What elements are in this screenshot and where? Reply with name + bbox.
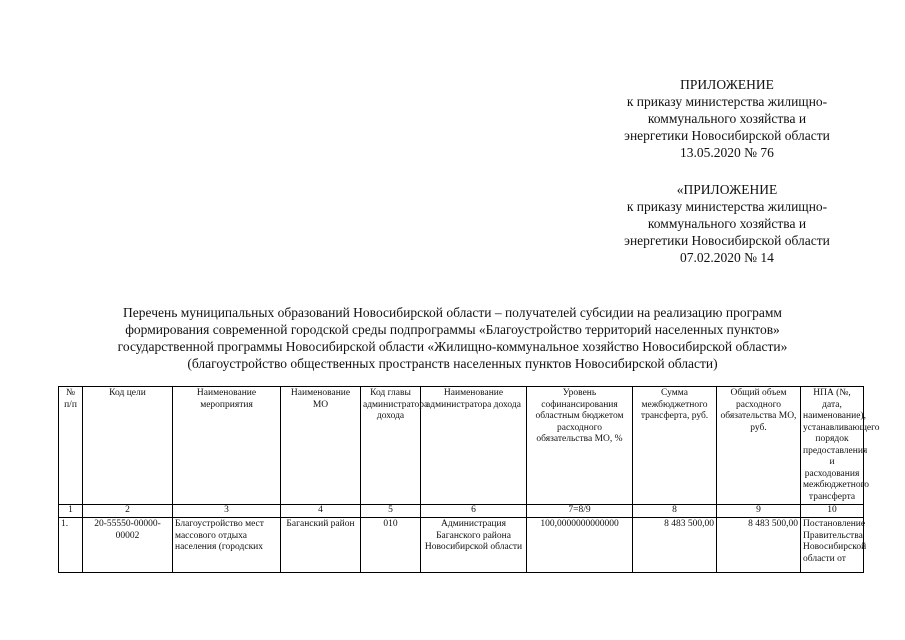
header-cell-cofinancing-level: Уровень софинансирования областным бюджетом расходного обязательства МО, %: [527, 387, 633, 505]
table-column-numbers-row: [59, 505, 864, 518]
column-number-cell: 9: [717, 505, 801, 518]
title-line: (благоустройство общественных пространств населенных пунктов Новосибирской области): [187, 356, 718, 371]
header-cell-target-code: Код цели: [83, 387, 173, 505]
cell-admin-code: 010: [361, 518, 421, 573]
column-number-cell: 2: [83, 505, 173, 518]
header-cell-admin-code: Код главы администратора дохода: [361, 387, 421, 505]
cell-target-code: 20-55550-00000-00002: [83, 518, 173, 573]
header-cell-number: № п/п: [59, 387, 83, 505]
table-header-row: [59, 387, 864, 505]
appendix-line: ПРИЛОЖЕНИЕ: [680, 77, 774, 92]
cell-legal-act: Постановление Правительства Новосибирской области от: [801, 518, 864, 573]
appendix-previous-header: [600, 181, 854, 266]
column-number-cell: 1: [59, 505, 83, 518]
table-row: [59, 518, 864, 573]
cell-admin-name: Администрация Баганского района Новосибирской области: [421, 518, 527, 573]
cell-municipality: Баганский район: [281, 518, 361, 573]
header-cell-total-obligation: Общий объем расходного обязательства МО, руб.: [717, 387, 801, 505]
appendix-line: «ПРИЛОЖЕНИЕ: [676, 182, 778, 197]
appendix-date-number: 07.02.2020 № 14: [680, 250, 774, 265]
column-number-cell: 3: [173, 505, 281, 518]
appendix-current-header: [600, 76, 854, 161]
column-number-cell: 6: [421, 505, 527, 518]
header-cell-transfer-amount: Сумма межбюджетного трансферта, руб.: [633, 387, 717, 505]
header-cell-municipality: Наименование МО: [281, 387, 361, 505]
column-number-cell: 5: [361, 505, 421, 518]
appendix-date-number: 13.05.2020 № 76: [680, 145, 774, 160]
appendix-line: к приказу министерства жилищно-: [626, 199, 828, 214]
title-line: государственной программы Новосибирской области «Жилищно-коммунальное хозяйство Новосибирской области»: [117, 339, 788, 354]
column-number-cell: 7=8/9: [527, 505, 633, 518]
cell-number: 1.: [59, 518, 83, 573]
title-line: Перечень муниципальных образований Новосибирской области – получателей субсидии на реализацию программ: [123, 305, 782, 320]
appendix-line: энергетики Новосибирской области: [624, 128, 830, 143]
header-cell-admin-name: Наименование администратора дохода: [421, 387, 527, 505]
column-number-cell: 10: [801, 505, 864, 518]
cell-total-obligation: 8 483 500,00: [717, 518, 801, 573]
appendix-line: коммунального хозяйства и: [647, 216, 807, 231]
header-cell-activity: Наименование мероприятия: [173, 387, 281, 505]
cell-activity: Благоустройство мест массового отдыха населения (городских: [173, 518, 281, 573]
appendix-line: коммунального хозяйства и: [647, 111, 807, 126]
municipalities-table: [58, 386, 880, 573]
appendix-line: энергетики Новосибирской области: [624, 233, 830, 248]
cell-cofinancing-level: 100,0000000000000: [527, 518, 633, 573]
appendix-line: к приказу министерства жилищно-: [626, 94, 828, 109]
cell-transfer-amount: 8 483 500,00: [633, 518, 717, 573]
column-number-cell: 4: [281, 505, 361, 518]
document-title: [60, 304, 845, 372]
header-cell-legal-act: НПА (№, дата, наименование), устанавливающего порядок предоставления и расходования межбюджетного трансферта: [801, 387, 864, 505]
column-number-cell: 8: [633, 505, 717, 518]
title-line: формирования современной городской среды подпрограммы «Благоустройство территорий населенных пунктов»: [125, 322, 780, 337]
